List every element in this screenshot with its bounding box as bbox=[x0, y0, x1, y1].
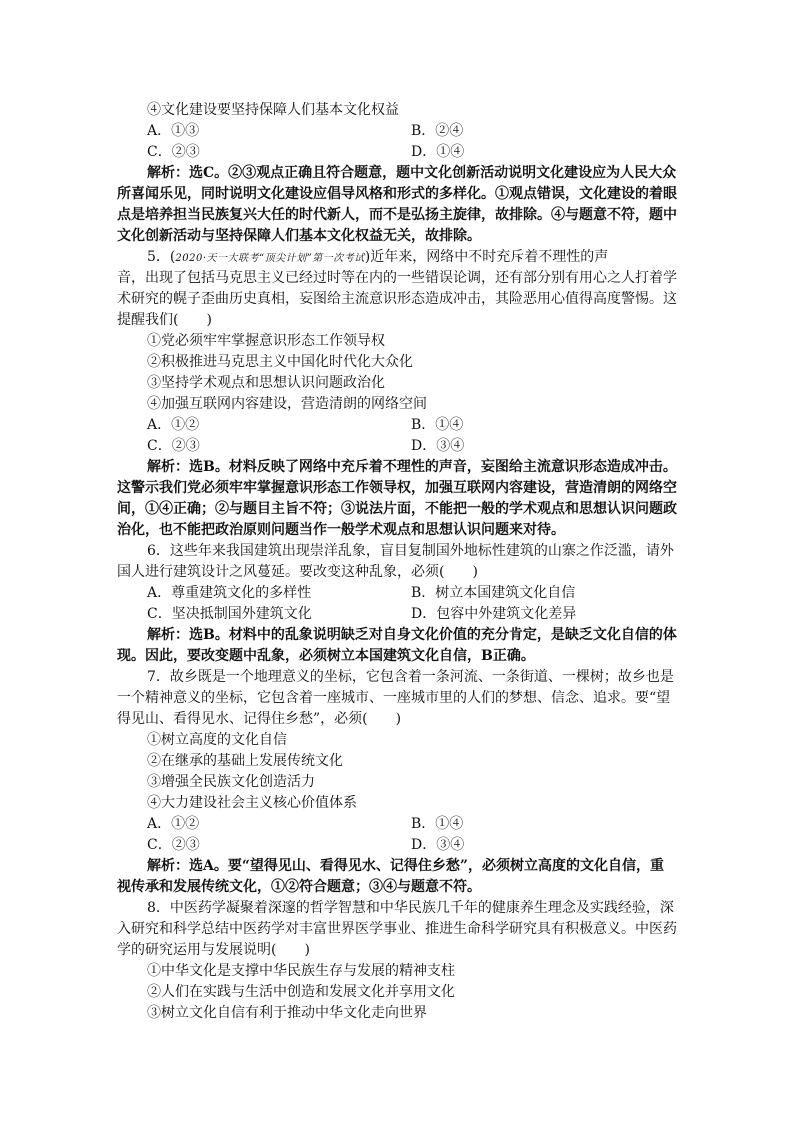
q7-choice-b: B．①④ bbox=[411, 816, 464, 832]
q4-choice-c: C．②③ bbox=[147, 144, 200, 160]
q7-choice-c: C．②③ bbox=[147, 837, 200, 853]
q7-choice-a: A．①② bbox=[147, 816, 200, 832]
q6-choice-a: A．尊重建筑文化的多样性 bbox=[147, 585, 312, 601]
q5-choice-d: D．③④ bbox=[411, 438, 465, 454]
q8-stem-line: 学的研究运用与发展说明( ) bbox=[117, 942, 310, 958]
q5-stem-line: 提醒我们( ) bbox=[117, 312, 212, 328]
q4-choice-d: D．①④ bbox=[411, 144, 465, 160]
q6-stem-line: 6．这些年来我国建筑出现崇洋乱象，盲目复制国外地标性建筑的山寨之作泛滥，请外 bbox=[147, 543, 674, 559]
q6-explanation-line: 解析：选B。材料中的乱象说明缺乏对自身文化价值的充分肯定，是缺乏文化自信的体 bbox=[147, 627, 677, 643]
q7-stem-line: 一个精神意义的坐标，它包含着一座城市、一座城市里的人们的梦想、信念、追求。要“望 bbox=[117, 690, 671, 706]
q4-explanation-line: 所喜闻乐见，同时说明文化建设应倡导风格和形式的多样化。①观点错误，文化建设的着眼 bbox=[117, 186, 677, 202]
q7-option-1: ①树立高度的文化自信 bbox=[147, 732, 287, 748]
q4-explanation-line: 点是培养担当民族复兴大任的时代新人，而不是弘扬主旋律，故排除。④与题意不符，题中 bbox=[117, 207, 677, 223]
q6-stem-line: 国人进行建筑设计之风蔓延。要改变这种乱象，必须( ) bbox=[117, 564, 478, 580]
q5-explanation-line: 解析：选B。材料反映了网络中充斥着不理性的声音，妄图给主流意识形态造成冲击。 bbox=[147, 459, 677, 475]
q6-choice-b: B．树立本国建筑文化自信 bbox=[411, 585, 576, 601]
q4-choice-a: A．①③ bbox=[147, 123, 200, 139]
q5-stem-line bbox=[147, 247, 608, 269]
q8-option-3: ③树立文化自信有利于推动中华文化走向世界 bbox=[147, 1005, 427, 1021]
q4-option-4: ④文化建设要坚持保障人们基本文化权益 bbox=[147, 102, 399, 118]
q4-choice-b: B．②④ bbox=[411, 123, 464, 139]
q7-explanation-line: 解析：选A。要“望得见山、看得见水、记得住乡愁”，必须树立高度的文化自信，重 bbox=[147, 858, 664, 874]
q4-explanation-line: 解析：选C。②③观点正确且符合题意，题中文化创新活动说明文化建设应为人民大众 bbox=[147, 165, 677, 181]
q5-choice-b: B．①④ bbox=[411, 417, 464, 433]
q5-choice-c: C．②③ bbox=[147, 438, 200, 454]
q5-choice-a: A．①② bbox=[147, 417, 200, 433]
q8-option-2: ②人们在实践与生活中创造和发展文化并享用文化 bbox=[147, 984, 455, 1000]
q8-option-1: ①中华文化是支撑中华民族生存与发展的精神支柱 bbox=[147, 963, 455, 979]
q7-option-4: ④大力建设社会主义核心价值体系 bbox=[147, 795, 357, 811]
q5-source: 2020·天一大联考“顶尖计划”第一次考试 bbox=[175, 253, 365, 264]
q5-explanation-line: 间，①④正确；②与题目主旨不符；③说法片面，不能把一般的学术观点和思想认识问题政 bbox=[117, 501, 677, 517]
q4-explanation-line: 文化创新活动与坚持保障人们基本文化权益无关，故排除。 bbox=[117, 228, 481, 244]
q5-explanation-line: 这警示我们党必须牢牢掌握意识形态工作领导权，加强互联网内容建设，营造清朗的网络空 bbox=[117, 480, 677, 496]
q7-explanation-line: 视传承和发展传统文化，①②符合题意；③④与题意不符。 bbox=[117, 879, 481, 895]
q8-stem-line: 8．中医药学凝聚着深邃的哲学智慧和中华民族几千年的健康养生理念及实践经验，深 bbox=[147, 900, 674, 916]
q5-explanation-line: 治化，也不能把政治原则问题当作一般学术观点和思想认识问题来对待。 bbox=[117, 522, 565, 538]
q6-choice-c: C．坚决抵制国外建筑文化 bbox=[147, 606, 312, 622]
q8-stem-line: 入研究和科学总结中医药学对丰富世界医学事业、推进生命科学研究具有积极意义。中医药 bbox=[117, 921, 677, 937]
q7-option-2: ②在继承的基础上发展传统文化 bbox=[147, 753, 343, 769]
q5-option-2: ②积极推进马克思主义中国化时代化大众化 bbox=[147, 354, 413, 370]
q5-option-4: ④加强互联网内容建设，营造清朗的网络空间 bbox=[147, 396, 427, 412]
q5-option-3: ③坚持学术观点和思想认识问题政治化 bbox=[147, 375, 385, 391]
q5-stem-line: 音，出现了包括马克思主义已经过时等在内的一些错误论调，还有部分别有用心之人打着学 bbox=[117, 270, 677, 286]
q5-stem-line: 术研究的幌子歪曲历史真相，妄图给主流意识形态造成冲击，其险恶用心值得高度警惕。这 bbox=[117, 291, 677, 307]
q7-stem-line: 7．故乡既是一个地理意义的坐标，它包含着一条河流、一条街道、一棵树；故乡也是 bbox=[147, 669, 674, 685]
q6-explanation-line: 现。因此，要改变题中乱象，必须树立本国建筑文化自信，B正确。 bbox=[117, 648, 535, 664]
q5-stem-text: )近年来，网络中不时充斥着不理性的声 bbox=[364, 249, 609, 265]
q7-option-3: ③增强全民族文化创造活力 bbox=[147, 774, 315, 790]
q5-number: 5．( bbox=[147, 249, 176, 265]
q5-option-1: ①党必须牢牢掌握意识形态工作领导权 bbox=[147, 333, 385, 349]
q7-stem-line: 得见山、看得见水、记得住乡愁”，必须( ) bbox=[117, 711, 402, 727]
q6-choice-d: D．包容中外建筑文化差异 bbox=[411, 606, 577, 622]
q7-choice-d: D．③④ bbox=[411, 837, 465, 853]
